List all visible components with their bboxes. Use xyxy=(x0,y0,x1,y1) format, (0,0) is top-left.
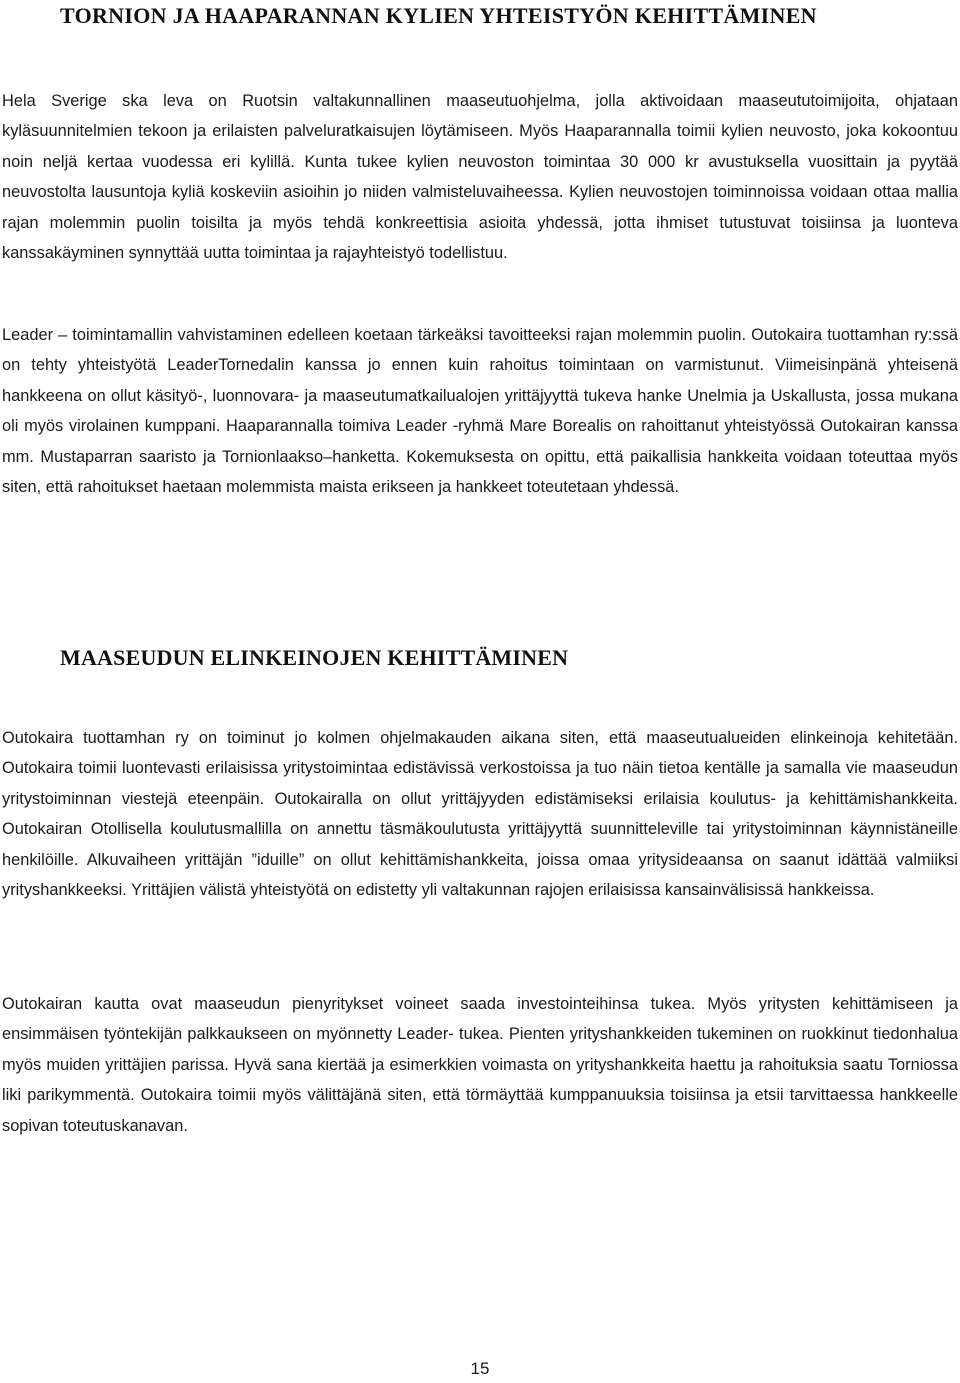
section-heading-village-cooperation: TORNION JA HAAPARANNAN KYLIEN YHTEISTYÖN KEHITTÄMINEN xyxy=(60,3,817,28)
page-number: 15 xyxy=(470,1359,490,1378)
paragraph-village-councils: Hela Sverige ska leva on Ruotsin valtakunnallinen maaseutuohjelma, jolla aktivoidaan maaseututoimijoita, ohjataan kyläsuunnitelmien tekoon ja erilaisten palveluratkaisujen löytämiseen. Myös Haaparannalla toimii kylien neuvosto, joka kokoontuu noin neljä kertaa vuodessa eri kylillä. Kunta tukee kylien neuvoston toimintaa 30 000 kr avustuksella vuosittain ja pyytää neuvostolta lausuntoja kyliä koskeviin asioihin jo niiden valmisteluvaiheessa. Kylien neuvostojen toiminnoissa voidaan ottaa mallia rajan molemmin puolin toisilta ja myös tehdä konkreettisia asioita yhdessä, jotta ihmiset tutustuvat toisiinsa ja luonteva kanssakäyminen synnyttää uutta toimintaa ja rajayhteistyö todellistuu. xyxy=(2,92,958,263)
paragraph-leader-cooperation: Leader – toimintamallin vahvistaminen edelleen koetaan tärkeäksi tavoitteeksi rajan molemmin puolin. Outokaira tuottamhan ry:ssä on tehty yhteistyötä LeaderTornedalin kanssa jo ennen kuin rahoitus toimintaan on varmistunut. Viimeisinpänä yhteisenä hankkeena on ollut käsityö-, luonnovara- ja maaseutumatkailualojen yrittäjyyttä tukeva hanke Unelmia ja Uskallusta, jossa mukana oli myös virolainen kumppani. Haaparannalla toimiva Leader -ryhmä Mare Borealis on rahoittanut yhteistyössä Outokairan kanssa mm. Mustaparran saaristo ja Tornionlaakso–hanketta. Kokemuksesta on opittu, että paikallisia hankkeita voidaan toteuttaa myös siten, että rahoitukset haetaan molemmista maista erikseen ja hankkeet toteutetaan yhdessä. xyxy=(2,326,958,497)
section-heading-rural-livelihoods: MAASEUDUN ELINKEINOJEN KEHITTÄMINEN xyxy=(60,645,569,670)
paragraph-entrepreneurship-training: Outokaira tuottamhan ry on toiminut jo kolmen ohjelmakauden aikana siten, että maaseutualueiden elinkeinoja kehitetään. Outokaira toimii luontevasti erilaisissa yritystoimintaa edistävissä verkostoissa ja tuo näin tietoa kentälle ja samalla vie maaseudun yritystoiminnan viestejä eteenpäin. Outokairalla on ollut yrittäjyyden edistämiseksi erilaisia koulutus- ja kehittämishankkeita. Outokairan Otollisella koulutusmallilla on annettu täsmäkoulutusta yrittäjyyttä suunnitteleville tai yritystoiminnan käynnistäneille henkilöille. Alkuvaiheen yrittäjän ”iduille” on ollut kehittämishankkeita, joissa omaa yritysideaansa on saanut idättää valmiiksi yrityshankkeeksi. Yrittäjien välistä yhteistyötä on edistetty yli valtakunnan rajojen erilaisissa kansainvälisissä hankkeissa. xyxy=(2,729,958,900)
paragraph-small-business-support: Outokairan kautta ovat maaseudun pienyritykset voineet saada investointeihinsa tukea. Myös yritysten kehittämiseen ja ensimmäisen työntekijän palkkaukseen on myönnetty Leader- tukea. Pienten yrityshankkeiden tukeminen on ruokkinut tiedonhalua myös muiden yrittäjien parissa. Hyvä sana kiertää ja esimerkkien voimasta on yrityshankkeita haettu ja rahoituksia saatu Torniossa liki parikymmentä. Outokaira toimii myös välittäjänä siten, että törmäyttää kumppanuuksia toisiinsa ja etsii tarvittaessa hankkeelle sopivan toteutuskanavan. xyxy=(2,995,958,1135)
